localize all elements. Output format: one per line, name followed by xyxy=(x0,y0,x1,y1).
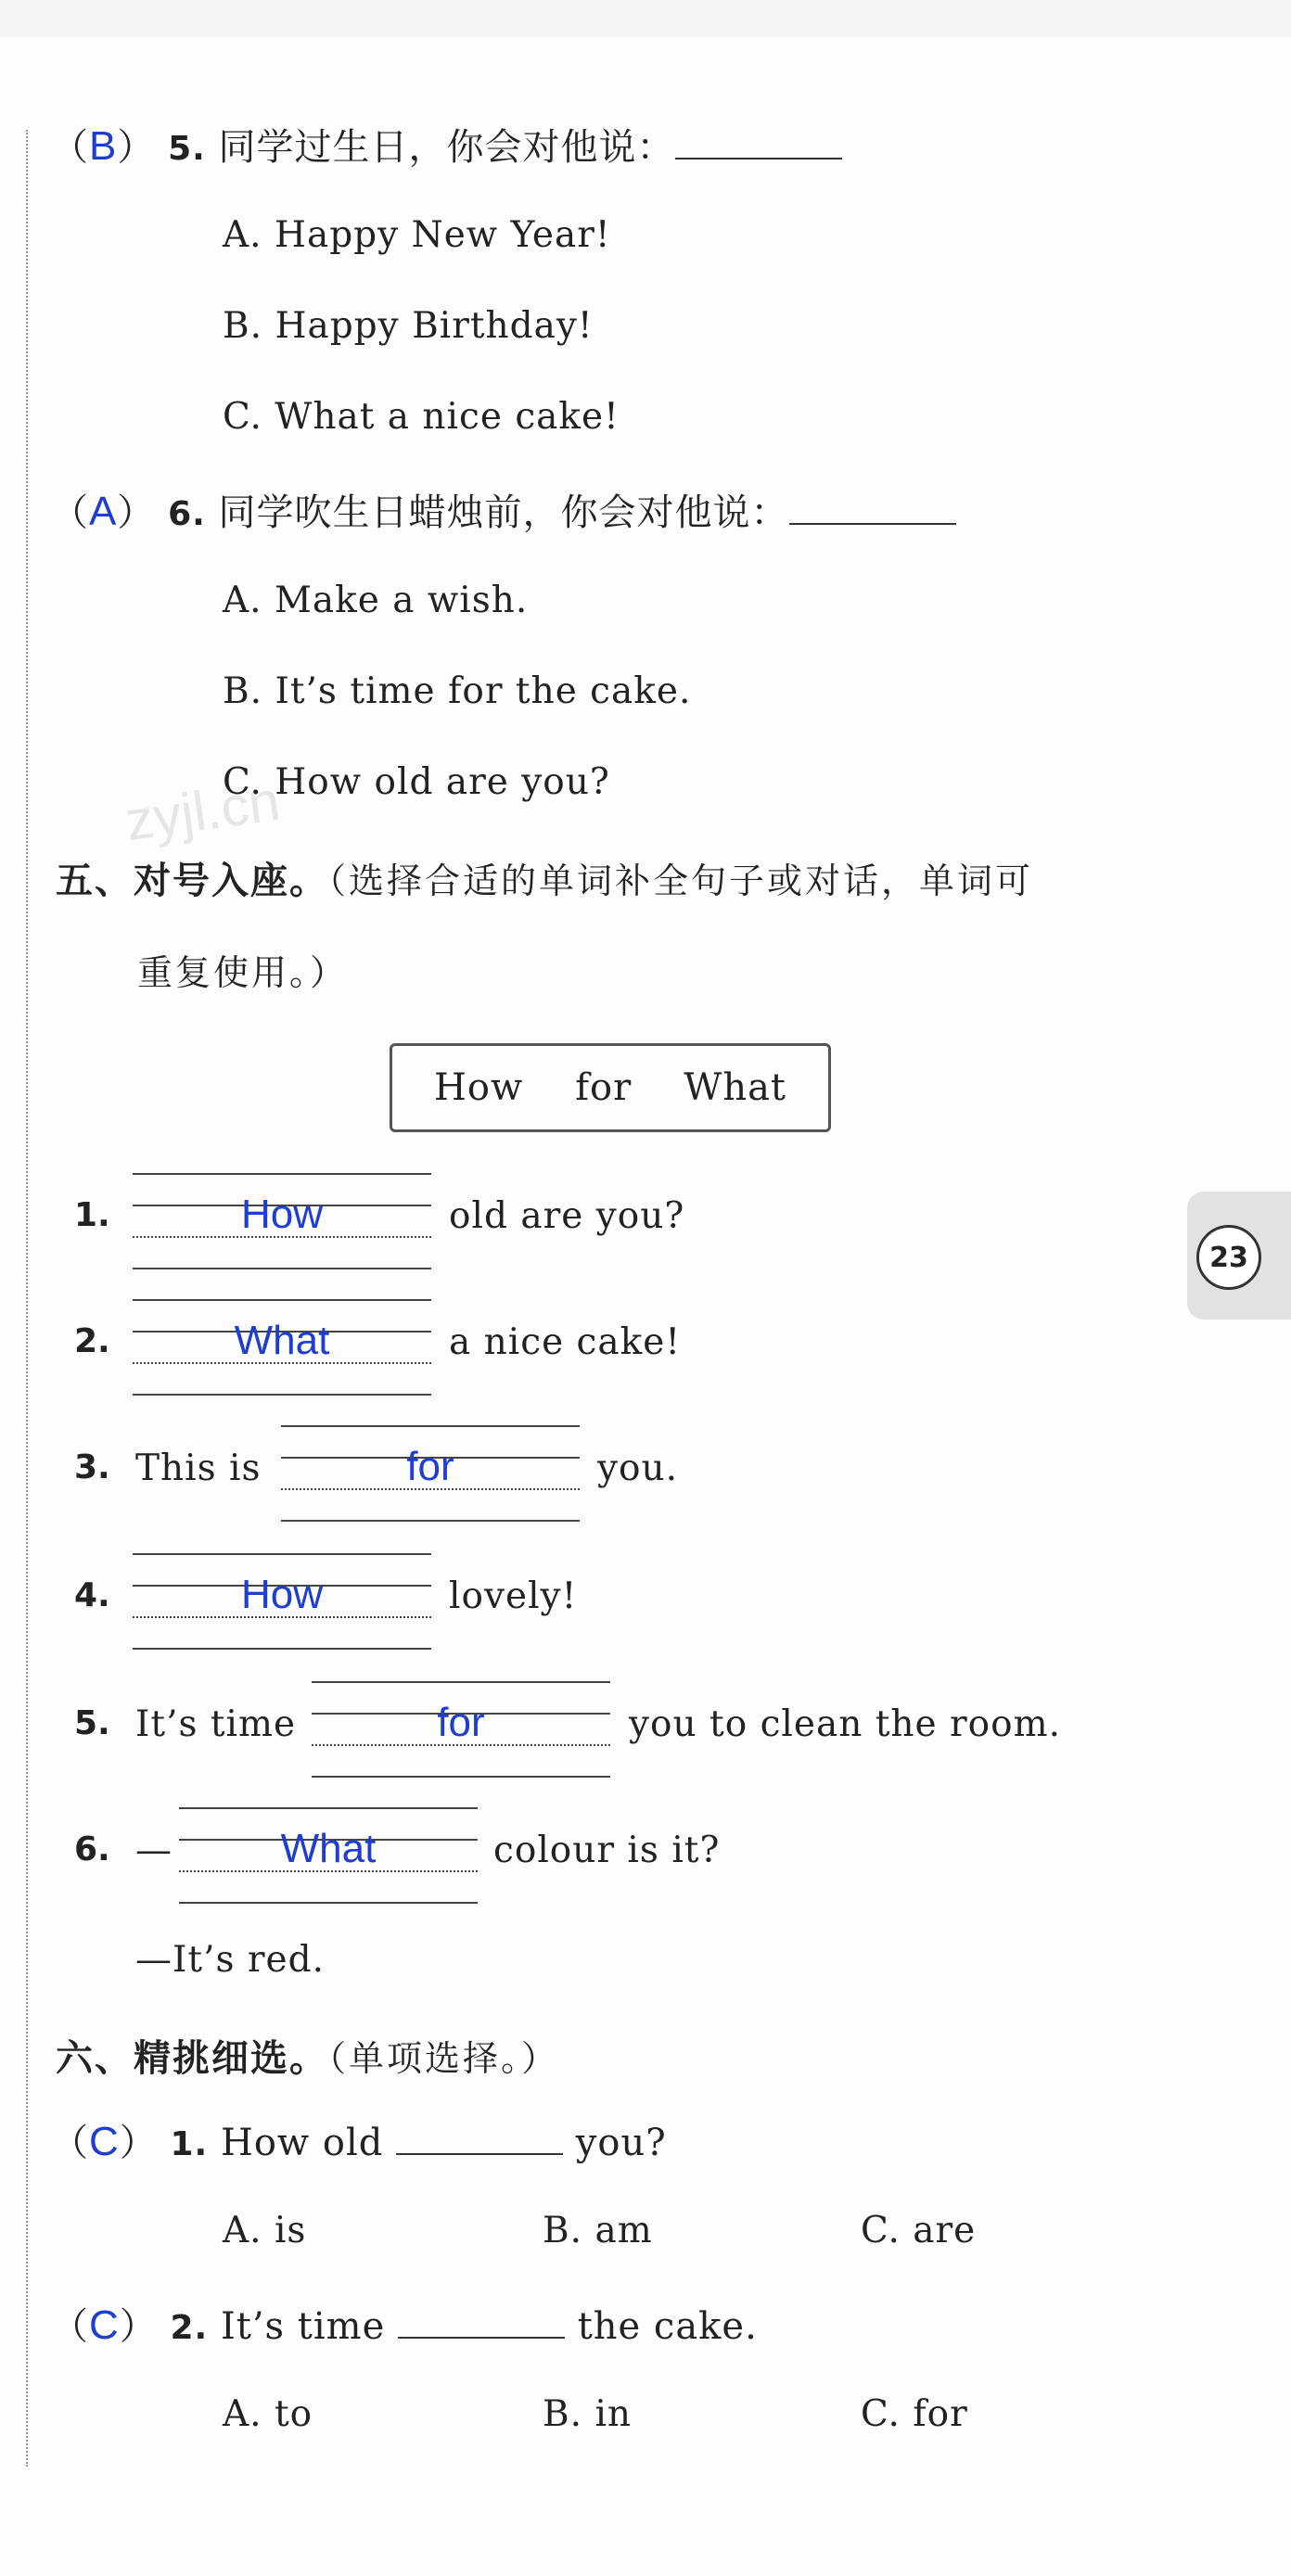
answer-blank xyxy=(789,490,956,525)
option: C. for xyxy=(861,2393,968,2435)
word-bank-item: for xyxy=(575,1066,633,1109)
section-instructions: （单项选择。） xyxy=(328,2038,560,2079)
filled-answer: What xyxy=(234,1318,330,1363)
item-number: 6. xyxy=(74,1830,110,1868)
margin-dotted-line xyxy=(26,130,28,2467)
four-line-blank xyxy=(133,1162,431,1301)
answer-mark: C xyxy=(89,2119,120,2164)
filled-answer: for xyxy=(437,1700,485,1745)
answer-blank xyxy=(675,124,842,159)
section-instructions: （选择合适的单词补全句子或对话，单词可 xyxy=(328,861,1034,901)
word-bank-item: How xyxy=(433,1066,524,1109)
option: C. How old are you? xyxy=(223,761,610,803)
top-margin xyxy=(0,0,1291,37)
option: C. are xyxy=(861,2210,977,2251)
question-6-stem: （A） 6. 同学吹生日蜡烛前，你会对他说： xyxy=(51,490,956,537)
section-5-heading xyxy=(56,851,1033,904)
section-title: 五、对号入座。 xyxy=(56,860,328,902)
page-number: 23 xyxy=(1196,1225,1261,1290)
question-text: the cake. xyxy=(577,2305,758,2348)
question-5-stem: （B） 5. 同学过生日，你会对他说： xyxy=(51,124,842,172)
sentence-text: This is xyxy=(135,1447,262,1489)
four-line-blank xyxy=(281,1414,580,1553)
mc-question-2: （C） 2. It’s time the cake. xyxy=(51,2302,758,2348)
page-number-tab xyxy=(1187,1192,1291,1320)
sentence-text: you to clean the room. xyxy=(629,1703,1061,1745)
sentence-text: It’s time xyxy=(135,1703,297,1745)
section-instructions-cont: 重复使用。） xyxy=(137,952,349,993)
option: A. is xyxy=(223,2210,307,2251)
item-number: 3. xyxy=(74,1448,110,1486)
answer-blank xyxy=(396,2120,563,2155)
answer-mark: A xyxy=(89,489,118,534)
option: B. It’s time for the cake. xyxy=(223,670,692,712)
question-text: How old xyxy=(220,2122,384,2164)
option: A. Make a wish. xyxy=(223,580,529,621)
four-line-blank xyxy=(133,1288,431,1427)
word-bank xyxy=(390,1043,831,1132)
item-number: 4. xyxy=(74,1576,110,1614)
question-prompt: 同学过生日，你会对他说： xyxy=(218,126,675,169)
sentence-text: — xyxy=(135,1830,173,1871)
option: B. in xyxy=(543,2393,633,2435)
four-line-blank xyxy=(179,1796,478,1935)
option: B. Happy Birthday! xyxy=(223,305,594,347)
question-text: It’s time xyxy=(220,2305,386,2348)
item-number: 1. xyxy=(74,1196,110,1234)
four-line-blank xyxy=(133,1542,431,1681)
word-bank-item: What xyxy=(684,1066,786,1109)
question-prompt: 同学吹生日蜡烛前，你会对他说： xyxy=(218,491,789,534)
four-line-blank xyxy=(312,1670,610,1809)
filled-answer: for xyxy=(406,1444,454,1489)
question-text: you? xyxy=(575,2122,667,2164)
sentence-text: a nice cake! xyxy=(449,1321,682,1363)
option: A. to xyxy=(223,2393,313,2435)
sentence-text: you. xyxy=(597,1447,679,1489)
filled-answer: How xyxy=(240,1192,324,1237)
sentence-text: lovely! xyxy=(449,1575,578,1617)
option: B. am xyxy=(543,2210,653,2251)
watermark: zyjl.cn xyxy=(121,769,284,853)
item-number: 2. xyxy=(74,1322,110,1360)
sentence-text: old are you? xyxy=(449,1195,685,1237)
answer-blank xyxy=(398,2303,565,2339)
section-title: 六、精挑细选。 xyxy=(56,2037,328,2080)
filled-answer: What xyxy=(280,1826,377,1871)
answer-mark: C xyxy=(89,2302,120,2348)
mc-question-1: （C） 1. How old you? xyxy=(51,2119,667,2164)
option: A. Happy New Year! xyxy=(223,214,611,256)
item-number: 5. xyxy=(74,1704,110,1742)
filled-answer: How xyxy=(240,1572,324,1617)
answer-mark: B xyxy=(89,123,118,169)
sentence-text: colour is it? xyxy=(493,1830,721,1871)
dialogue-reply: —It’s red. xyxy=(135,1939,325,1981)
section-6-heading xyxy=(56,2029,559,2082)
option: C. What a nice cake! xyxy=(223,396,620,438)
